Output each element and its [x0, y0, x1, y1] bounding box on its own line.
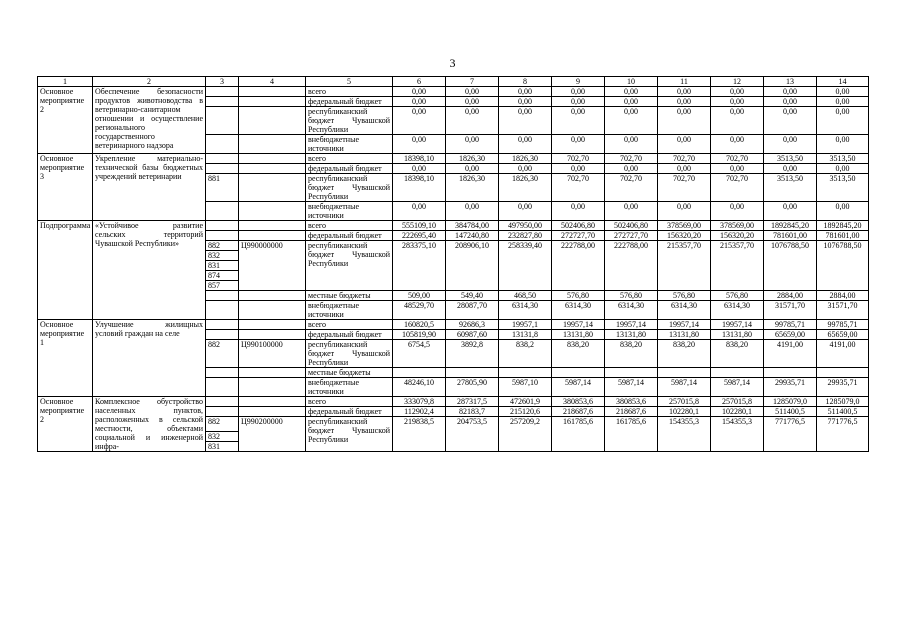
- value-cell: 511400,5: [817, 407, 869, 417]
- value-cell: 0,00: [605, 97, 658, 107]
- header-cell: 12: [711, 77, 764, 87]
- value-cell: 19957,14: [658, 320, 711, 330]
- code-cell: 832: [206, 251, 239, 261]
- value-cell: 1285079,0: [817, 397, 869, 407]
- code-cell: [206, 320, 239, 330]
- code-cell: 882: [206, 417, 239, 432]
- value-cell: 92686,3: [446, 320, 499, 330]
- value-cell: 702,70: [711, 154, 764, 164]
- value-cell: 702,70: [658, 174, 711, 202]
- event-description-cell: Обеспечение безопасности продуктов животноводства в ветеринарно-санитарном отношении и осуществление регионального государственного ветеринарного надзора: [93, 87, 206, 154]
- value-cell: [658, 368, 711, 378]
- value-cell: 0,00: [711, 97, 764, 107]
- code-cell: [206, 407, 239, 417]
- funding-source-cell: всего: [306, 221, 393, 231]
- value-cell: 222788,00: [552, 241, 605, 291]
- code-cell: [206, 301, 239, 320]
- code-cell: [206, 154, 239, 164]
- value-cell: 6314,30: [605, 301, 658, 320]
- value-cell: 0,00: [552, 135, 605, 154]
- value-cell: [605, 368, 658, 378]
- value-cell: 13131,80: [658, 330, 711, 340]
- code-cell: 882: [206, 340, 239, 368]
- target-code-cell: [239, 320, 306, 330]
- value-cell: 48529,70: [393, 301, 446, 320]
- value-cell: 502406,80: [605, 221, 658, 231]
- value-cell: 3513,50: [764, 174, 817, 202]
- code-cell: 857: [206, 281, 239, 291]
- funding-source-cell: федеральный бюджет: [306, 97, 393, 107]
- header-cell: 14: [817, 77, 869, 87]
- value-cell: 48246,10: [393, 378, 446, 397]
- value-cell: 0,00: [658, 87, 711, 97]
- value-cell: 0,00: [552, 87, 605, 97]
- code-cell: [206, 107, 239, 135]
- value-cell: 4191,00: [817, 340, 869, 368]
- value-cell: 154355,3: [658, 417, 711, 452]
- code-cell: [206, 231, 239, 241]
- value-cell: 156320,20: [658, 231, 711, 241]
- value-cell: 0,00: [711, 164, 764, 174]
- table-row: [38, 154, 869, 164]
- value-cell: 0,00: [764, 87, 817, 97]
- target-code-cell: [239, 291, 306, 301]
- value-cell: 19957,14: [711, 320, 764, 330]
- value-cell: [817, 368, 869, 378]
- value-cell: 27805,90: [446, 378, 499, 397]
- value-cell: 208906,10: [446, 241, 499, 291]
- funding-source-cell: внебюджетные источники: [306, 301, 393, 320]
- table-row: [38, 87, 869, 97]
- value-cell: 468,50: [499, 291, 552, 301]
- value-cell: 378569,00: [711, 221, 764, 231]
- funding-source-cell: внебюджетные источники: [306, 378, 393, 397]
- value-cell: 380853,6: [605, 397, 658, 407]
- value-cell: 1826,30: [499, 154, 552, 164]
- code-cell: [206, 202, 239, 221]
- funding-source-cell: всего: [306, 397, 393, 407]
- value-cell: 1892845,20: [764, 221, 817, 231]
- target-code-cell: Ц990100000: [239, 340, 306, 368]
- value-cell: 215357,70: [658, 241, 711, 291]
- value-cell: 5987,14: [658, 378, 711, 397]
- funding-source-cell: республиканский бюджет Чувашской Республики: [306, 174, 393, 202]
- value-cell: 0,00: [446, 135, 499, 154]
- value-cell: 0,00: [446, 87, 499, 97]
- event-description-cell: Улучшение жилищных условий граждан на селе: [93, 320, 206, 397]
- value-cell: 838,20: [552, 340, 605, 368]
- event-name-cell: Основное мероприятие 2: [38, 87, 93, 154]
- funding-source-cell: республиканский бюджет Чувашской Республики: [306, 340, 393, 368]
- value-cell: 0,00: [658, 97, 711, 107]
- value-cell: 555109,10: [393, 221, 446, 231]
- value-cell: 0,00: [817, 135, 869, 154]
- target-code-cell: [239, 407, 306, 417]
- table-row: [38, 320, 869, 330]
- value-cell: 384784,00: [446, 221, 499, 231]
- value-cell: 702,70: [552, 174, 605, 202]
- value-cell: 0,00: [817, 87, 869, 97]
- value-cell: 0,00: [764, 202, 817, 221]
- value-cell: 161785,6: [605, 417, 658, 452]
- value-cell: 13131,80: [711, 330, 764, 340]
- value-cell: 161785,6: [552, 417, 605, 452]
- event-description-cell: «Устойчивое развитие сельских территорий Чувашской Республики»: [93, 221, 206, 320]
- value-cell: [711, 368, 764, 378]
- value-cell: 576,80: [605, 291, 658, 301]
- value-cell: 702,70: [658, 154, 711, 164]
- value-cell: 502406,80: [552, 221, 605, 231]
- value-cell: [552, 368, 605, 378]
- value-cell: [446, 368, 499, 378]
- value-cell: 13131,8: [499, 330, 552, 340]
- value-cell: 0,00: [499, 97, 552, 107]
- value-cell: 0,00: [393, 164, 446, 174]
- value-cell: 6314,30: [499, 301, 552, 320]
- value-cell: 0,00: [393, 87, 446, 97]
- header-cell: 8: [499, 77, 552, 87]
- target-code-cell: [239, 202, 306, 221]
- value-cell: 0,00: [446, 107, 499, 135]
- value-cell: 19957,1: [499, 320, 552, 330]
- value-cell: 82183,7: [446, 407, 499, 417]
- code-cell: [206, 291, 239, 301]
- value-cell: 219838,5: [393, 417, 446, 452]
- funding-source-cell: федеральный бюджет: [306, 407, 393, 417]
- value-cell: 0,00: [605, 87, 658, 97]
- funding-source-cell: федеральный бюджет: [306, 231, 393, 241]
- funding-source-cell: всего: [306, 154, 393, 164]
- value-cell: 0,00: [446, 97, 499, 107]
- value-cell: 576,80: [658, 291, 711, 301]
- value-cell: 576,80: [552, 291, 605, 301]
- funding-source-cell: местные бюджеты: [306, 291, 393, 301]
- value-cell: 0,00: [711, 135, 764, 154]
- value-cell: 13131,80: [552, 330, 605, 340]
- value-cell: 838,20: [711, 340, 764, 368]
- funding-source-cell: федеральный бюджет: [306, 164, 393, 174]
- value-cell: 0,00: [605, 164, 658, 174]
- value-cell: 0,00: [817, 97, 869, 107]
- value-cell: 0,00: [817, 107, 869, 135]
- value-cell: 0,00: [658, 107, 711, 135]
- funding-source-cell: внебюджетные источники: [306, 135, 393, 154]
- target-code-cell: [239, 378, 306, 397]
- value-cell: 5987,14: [552, 378, 605, 397]
- value-cell: 257209,2: [499, 417, 552, 452]
- code-cell: 882: [206, 241, 239, 251]
- value-cell: 6314,30: [658, 301, 711, 320]
- value-cell: 1892845,20: [817, 221, 869, 231]
- value-cell: 3892,8: [446, 340, 499, 368]
- value-cell: 0,00: [393, 135, 446, 154]
- code-cell: [206, 397, 239, 407]
- value-cell: 781601,00: [764, 231, 817, 241]
- value-cell: 0,00: [552, 107, 605, 135]
- value-cell: [764, 368, 817, 378]
- funding-source-cell: местные бюджеты: [306, 368, 393, 378]
- value-cell: 258339,40: [499, 241, 552, 291]
- code-cell: [206, 87, 239, 97]
- value-cell: 1076788,50: [764, 241, 817, 291]
- value-cell: 0,00: [393, 107, 446, 135]
- value-cell: 0,00: [552, 97, 605, 107]
- value-cell: 702,70: [552, 154, 605, 164]
- code-cell: [206, 378, 239, 397]
- value-cell: 3513,50: [817, 154, 869, 164]
- table-row: [38, 397, 869, 407]
- value-cell: 6754,5: [393, 340, 446, 368]
- target-code-cell: [239, 154, 306, 164]
- value-cell: 272727,70: [552, 231, 605, 241]
- funding-source-cell: федеральный бюджет: [306, 330, 393, 340]
- value-cell: 232827,80: [499, 231, 552, 241]
- target-code-cell: [239, 174, 306, 202]
- value-cell: 283375,10: [393, 241, 446, 291]
- value-cell: 204753,5: [446, 417, 499, 452]
- value-cell: 549,40: [446, 291, 499, 301]
- value-cell: 257015,8: [711, 397, 764, 407]
- value-cell: 29935,71: [764, 378, 817, 397]
- target-code-cell: [239, 107, 306, 135]
- value-cell: 99785,71: [764, 320, 817, 330]
- value-cell: 0,00: [817, 202, 869, 221]
- value-cell: 0,00: [764, 97, 817, 107]
- value-cell: 18398,10: [393, 154, 446, 164]
- value-cell: 0,00: [499, 135, 552, 154]
- value-cell: 380853,6: [552, 397, 605, 407]
- funding-source-cell: республиканский бюджет Чувашской Республики: [306, 241, 393, 291]
- value-cell: 218687,6: [552, 407, 605, 417]
- value-cell: 0,00: [764, 135, 817, 154]
- value-cell: 0,00: [605, 202, 658, 221]
- value-cell: 0,00: [658, 135, 711, 154]
- value-cell: 65659,00: [764, 330, 817, 340]
- header-cell: 2: [93, 77, 206, 87]
- value-cell: 287317,5: [446, 397, 499, 407]
- target-code-cell: [239, 221, 306, 231]
- header-cell: 11: [658, 77, 711, 87]
- value-cell: 6314,30: [552, 301, 605, 320]
- value-cell: 2884,00: [817, 291, 869, 301]
- value-cell: 0,00: [499, 202, 552, 221]
- value-cell: 0,00: [552, 202, 605, 221]
- value-cell: 160820,5: [393, 320, 446, 330]
- value-cell: 147240,80: [446, 231, 499, 241]
- event-description-cell: Комплексное обустройство населенных пунктов, расположенных в сельской местности, объектами социальной и инженерной инфра-: [93, 397, 206, 452]
- value-cell: 0,00: [764, 164, 817, 174]
- value-cell: 1076788,50: [817, 241, 869, 291]
- event-name-cell: Основное мероприятие 3: [38, 154, 93, 221]
- header-cell: 7: [446, 77, 499, 87]
- code-cell: 874: [206, 271, 239, 281]
- target-code-cell: [239, 330, 306, 340]
- code-cell: [206, 368, 239, 378]
- header-cell: 13: [764, 77, 817, 87]
- value-cell: 0,00: [658, 164, 711, 174]
- value-cell: 19957,14: [552, 320, 605, 330]
- target-code-cell: [239, 97, 306, 107]
- value-cell: 154355,3: [711, 417, 764, 452]
- table-body: [38, 77, 869, 452]
- header-row: [38, 77, 869, 87]
- value-cell: 99785,71: [817, 320, 869, 330]
- value-cell: 702,70: [605, 154, 658, 164]
- value-cell: 0,00: [817, 164, 869, 174]
- value-cell: 218687,6: [605, 407, 658, 417]
- value-cell: 31571,70: [764, 301, 817, 320]
- value-cell: 1285079,0: [764, 397, 817, 407]
- value-cell: 771776,5: [764, 417, 817, 452]
- funding-source-cell: республиканский бюджет Чувашской Республики: [306, 417, 393, 452]
- value-cell: 156320,20: [711, 231, 764, 241]
- value-cell: 0,00: [393, 97, 446, 107]
- funding-source-cell: республиканский бюджет Чувашской Республики: [306, 107, 393, 135]
- code-cell: 832: [206, 432, 239, 442]
- value-cell: 28087,70: [446, 301, 499, 320]
- value-cell: 0,00: [658, 202, 711, 221]
- code-cell: [206, 164, 239, 174]
- target-code-cell: [239, 301, 306, 320]
- event-name-cell: Основное мероприятие 1: [38, 320, 93, 397]
- value-cell: 0,00: [711, 202, 764, 221]
- value-cell: 1826,30: [446, 154, 499, 164]
- value-cell: 215357,70: [711, 241, 764, 291]
- value-cell: 31571,70: [817, 301, 869, 320]
- value-cell: [499, 368, 552, 378]
- target-code-cell: [239, 368, 306, 378]
- value-cell: 0,00: [711, 107, 764, 135]
- code-cell: [206, 135, 239, 154]
- value-cell: 272727,70: [605, 231, 658, 241]
- header-cell: 6: [393, 77, 446, 87]
- value-cell: 378569,00: [658, 221, 711, 231]
- value-cell: 105819,90: [393, 330, 446, 340]
- header-cell: 3: [206, 77, 239, 87]
- header-cell: 4: [239, 77, 306, 87]
- table-row: [38, 221, 869, 231]
- code-cell: [206, 221, 239, 231]
- page-number: 3: [449, 56, 456, 70]
- value-cell: 771776,5: [817, 417, 869, 452]
- value-cell: 1826,30: [499, 174, 552, 202]
- value-cell: 0,00: [605, 107, 658, 135]
- value-cell: 65659,00: [817, 330, 869, 340]
- value-cell: 5987,14: [711, 378, 764, 397]
- value-cell: 222788,00: [605, 241, 658, 291]
- value-cell: 838,20: [658, 340, 711, 368]
- value-cell: [393, 368, 446, 378]
- code-cell: 831: [206, 442, 239, 452]
- target-code-cell: Ц990200000: [239, 417, 306, 452]
- target-code-cell: [239, 164, 306, 174]
- value-cell: 472601,9: [499, 397, 552, 407]
- value-cell: 511400,5: [764, 407, 817, 417]
- value-cell: 333079,8: [393, 397, 446, 407]
- value-cell: 13131,80: [605, 330, 658, 340]
- value-cell: 0,00: [446, 202, 499, 221]
- value-cell: 6314,30: [711, 301, 764, 320]
- value-cell: 0,00: [499, 107, 552, 135]
- value-cell: 102280,1: [658, 407, 711, 417]
- funding-source-cell: всего: [306, 320, 393, 330]
- value-cell: 112902,4: [393, 407, 446, 417]
- value-cell: 0,00: [552, 164, 605, 174]
- value-cell: 3513,50: [817, 174, 869, 202]
- value-cell: 497950,00: [499, 221, 552, 231]
- header-cell: 5: [306, 77, 393, 87]
- value-cell: 215120,6: [499, 407, 552, 417]
- value-cell: 1826,30: [446, 174, 499, 202]
- value-cell: 0,00: [446, 164, 499, 174]
- header-cell: 1: [38, 77, 93, 87]
- value-cell: 509,00: [393, 291, 446, 301]
- event-name-cell: Подпрограмма: [38, 221, 93, 320]
- event-name-cell: Основное мероприятие 2: [38, 397, 93, 452]
- target-code-cell: [239, 231, 306, 241]
- target-code-cell: [239, 135, 306, 154]
- header-cell: 9: [552, 77, 605, 87]
- funding-source-cell: всего: [306, 87, 393, 97]
- value-cell: 838,20: [605, 340, 658, 368]
- value-cell: 29935,71: [817, 378, 869, 397]
- value-cell: 19957,14: [605, 320, 658, 330]
- value-cell: 0,00: [764, 107, 817, 135]
- value-cell: 0,00: [605, 135, 658, 154]
- value-cell: 838,2: [499, 340, 552, 368]
- value-cell: 0,00: [711, 87, 764, 97]
- value-cell: 3513,50: [764, 154, 817, 164]
- code-cell: 881: [206, 174, 239, 202]
- code-cell: 831: [206, 261, 239, 271]
- value-cell: 0,00: [499, 164, 552, 174]
- value-cell: 257015,8: [658, 397, 711, 407]
- value-cell: 5987,14: [605, 378, 658, 397]
- value-cell: 5987,10: [499, 378, 552, 397]
- value-cell: 0,00: [499, 87, 552, 97]
- value-cell: 4191,00: [764, 340, 817, 368]
- code-cell: [206, 97, 239, 107]
- target-code-cell: [239, 397, 306, 407]
- value-cell: 2884,00: [764, 291, 817, 301]
- budget-table: [37, 76, 869, 452]
- value-cell: 222695,40: [393, 231, 446, 241]
- event-description-cell: Укрепление материально-технической базы бюджетных учреждений ветеринарии: [93, 154, 206, 221]
- funding-source-cell: внебюджетные источники: [306, 202, 393, 221]
- target-code-cell: [239, 87, 306, 97]
- code-cell: [206, 330, 239, 340]
- target-code-cell: Ц990000000: [239, 241, 306, 291]
- value-cell: 60987,60: [446, 330, 499, 340]
- value-cell: 781601,00: [817, 231, 869, 241]
- value-cell: 702,70: [605, 174, 658, 202]
- value-cell: 702,70: [711, 174, 764, 202]
- value-cell: 18398,10: [393, 174, 446, 202]
- value-cell: 0,00: [393, 202, 446, 221]
- value-cell: 102280,1: [711, 407, 764, 417]
- value-cell: 576,80: [711, 291, 764, 301]
- header-cell: 10: [605, 77, 658, 87]
